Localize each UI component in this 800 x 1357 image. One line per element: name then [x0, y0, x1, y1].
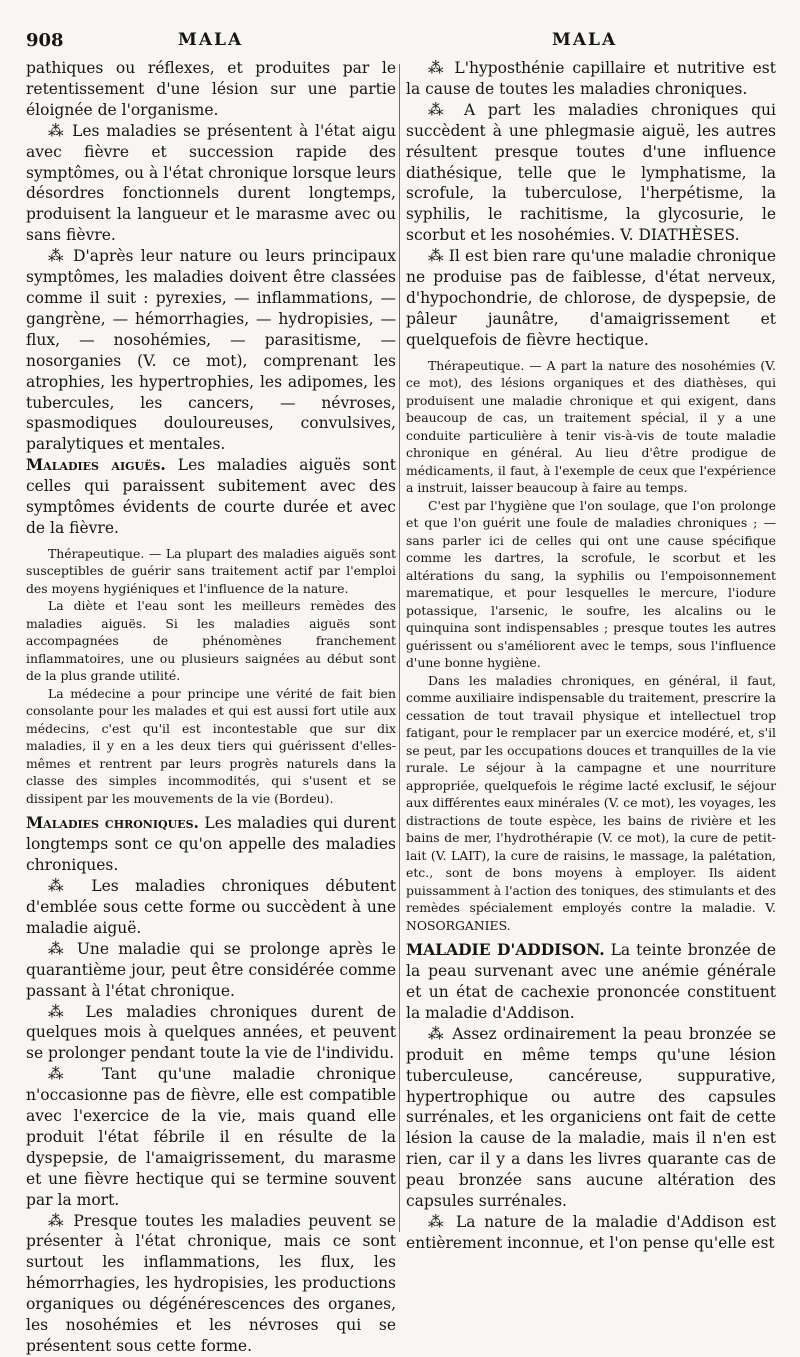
entry-heading: Maladies chroniques. — [26, 813, 199, 833]
entry-heading: MALADIE D'ADDISON. — [406, 940, 605, 960]
paragraph-text: ⁂ L'hyposthénie capillaire et nutritive est la cause de toutes les maladies chroniques. — [406, 59, 776, 98]
paragraph-text: ⁂ Tant qu'une maladie chronique n'occasionne pas de fièvre, elle est compatible avec l'exercice de la vie, mais quand elle produit l'état fébrile il en résulte de la dyspepsie, de l'amaigrissement, du marasme et une fièvre hectique qui se termine souvent par la mort. — [26, 1065, 396, 1209]
paragraph-text: La teinte bronzée de la peau survenant avec une anémie générale et un état de cachexie prononcée constituent la maladie d'Addison. — [406, 941, 776, 1022]
paragraph — [406, 357, 776, 497]
paragraph-text: ⁂ D'après leur nature ou leurs principaux symptômes, les maladies doivent être classées comme il suit : pyrexies, — inflammations, — gangrène, — hémorrhagies, — hydropisies, — flux, — nosohémies, — parasitisme, — nosorganies (V. ce mot), comprenant les atrophies, les hypertrophies, les adipomes, les tubercules, les cancers, — névroses, spasmodiques douloureuses, convulsives, paralytiques et mentales. — [26, 247, 396, 454]
paragraph — [406, 1024, 776, 1212]
paragraph-text: ⁂ Il est bien rare qu'une maladie chronique ne produise pas de faiblesse, d'état nerveux, d'hypochondrie, de chlorose, de dyspepsie, de pâleur jaunâtre, d'amaigrissement et quelquefois de fièvre hectique. — [406, 247, 776, 349]
paragraph — [26, 545, 396, 598]
paragraph — [26, 246, 396, 455]
paragraph — [26, 813, 396, 876]
paragraph — [406, 1212, 776, 1254]
paragraph — [26, 455, 396, 539]
paragraph-text: pathiques ou réflexes, et produites par le retentissement d'une lésion sur une partie éloignée de l'organisme. — [26, 59, 396, 119]
paragraph-text: Les maladies qui durent longtemps sont ce qu'on appelle des maladies chroniques. — [26, 814, 396, 875]
paragraph — [26, 1002, 396, 1065]
paragraph — [406, 497, 776, 672]
paragraph-text: Les maladies aiguës sont celles qui paraissent subitement avec des symptômes évidents de courte durée et avec de la fièvre. — [26, 456, 396, 537]
paragraph — [26, 685, 396, 808]
paragraph — [406, 940, 776, 1024]
running-head-right: MALA — [552, 30, 618, 50]
paragraph — [406, 246, 776, 351]
paragraph-text: ⁂ Assez ordinairement la peau bronzée se produit en même temps qu'une lésion tuberculeuse, cancéreuse, suppurative, hypertrophique ou autre des capsules surrénales, et les organiciens ont fait de cette lésion la cause de la maladie, mais il n'en est rien, car il y a dans les livres quarante cas de peau bronzée sans aucune altération des capsules surrénales. — [406, 1024, 776, 1211]
paragraph-text: ⁂ Une maladie qui se prolonge après le quarantième jour, peut être considérée comme passant à l'état chronique. — [26, 939, 396, 1000]
paragraph-text: ⁂ Les maladies chroniques durent de quelques mois à quelques années, et peuvent se prolonger pendant toute la vie de l'individu. — [26, 1002, 396, 1063]
paragraph — [26, 597, 396, 685]
page-number: 908 — [26, 30, 64, 51]
paragraph-text: La médecine a pour principe une vérité de fait bien consolante pour les malades et qui est aussi fort utile aux médecins, c'est qu'il est incontestable que sur dix maladies, il y en a les deux tiers qui guérissent d'elles-mêmes et rentrent par leurs progrès naturels dans la classe des simples incommodités, qui s'usent et se dissipent par les mouvements de la vie (Bordeu). — [26, 685, 396, 806]
paragraph-text: ⁂ A part les maladies chroniques qui succèdent à une phlegmasie aiguë, les autres résultent presque toutes d'une influence diathésique, telle que le lymphatisme, la scrofule, la tuberculose, l'herpétisme, la syphilis, le rachitisme, la glycosurie, le scorbut et les nosohémies. V. DIATHÈSES. — [406, 100, 776, 245]
entry-heading: Maladies aiguës. — [26, 455, 166, 475]
paragraph-text: ⁂ La nature de la maladie d'Addison est entièrement inconnue, et l'on pense qu'elle est — [406, 1212, 776, 1252]
page-header — [0, 0, 800, 58]
paragraph — [406, 58, 776, 100]
paragraph-text: ⁂ Les maladies chroniques débutent d'emblée sous cette forme ou succèdent à une maladie aiguë. — [26, 877, 396, 937]
paragraph-text: La diète et l'eau sont les meilleurs remèdes des maladies aiguës. Si les maladies aiguës sont accompagnées de phénomènes franchement inflammatoires, une ou plusieurs saignées au début sont de la plus grande utilité. — [26, 598, 396, 684]
paragraph-text: Thérapeutique. — La plupart des maladies aiguës sont susceptibles de guérir sans traitement actif par l'emploi des moyens hygiéniques et l'influence de la nature. — [26, 545, 396, 596]
column-divider — [399, 64, 400, 1232]
left-column — [26, 58, 396, 1355]
paragraph — [26, 1064, 396, 1210]
paragraph-text: C'est par l'hygiène que l'on soulage, que l'on prolonge et que l'on guérit une foule de maladies chroniques ; — sans parler ici de celles qui ont une cause spécifique comme les dartres, la scrofule, le scorbut et les altérations du sang, la syphilis ou l'empoisonnement marematique, et pour lesquelles le mercure, l'iodure potassique, l'arsenic, le soufre, les alcalins ou le quinquina sont indispensables ; presque toutes les autres guérissent ou s'améliorent avec le temps, sous l'influence d'une bonne hygiène. — [406, 497, 776, 671]
paragraph-text: Thérapeutique. — A part la nature des nosohémies (V. ce mot), des lésions organiques et des diathèses, qui produisent une maladie chronique et qui exigent, dans beaucoup de cas, un traitement spécial, il y a une conduite particulière à tenir vis-à-vis de toute maladie chronique en général. Au lieu d'être prodigue de médicaments, il faut, à l'exemple de ceux que l'expérience a instruit, laisser beaucoup à faire au temps. — [406, 357, 776, 496]
paragraph — [406, 100, 776, 246]
paragraph — [26, 876, 396, 939]
paragraph — [26, 58, 396, 121]
paragraph — [406, 672, 776, 935]
paragraph — [26, 121, 396, 246]
paragraph-text: Dans les maladies chroniques, en général, il faut, comme auxiliaire indispensable du traitement, prescrire la cessation de tout travail physique et intellectuel trop fatigant, pour le remplacer par un exercice modéré, et, s'il se peut, par les occupations douces et tranquilles de la vie rurale. Le séjour à la campagne et une nourriture appropriée, quelquefois le régime lacté exclusif, le séjour aux différentes eaux minérales (V. ce mot), les voyages, les distractions de toute espèce, les bains de rivière et les bains de mer, l'hydrothérapie (V. ce mot), la cure de petit-lait (V. LAIT), la cure de raisins, le massage, la palétation, etc., sont de bons moyens à employer. Ils aident puissamment à l'action des toniques, des stimulants et des remèdes spécialement employés contre la maladie. V. NOSORGANIES. — [406, 672, 776, 933]
right-column — [406, 58, 776, 1263]
running-head-left: MALA — [178, 30, 244, 50]
paragraph — [26, 939, 396, 1002]
paragraph — [26, 1211, 396, 1357]
paragraph-text: ⁂ Presque toutes les maladies peuvent se présenter à l'état chronique, mais ce sont surtout les inflammations, les flux, les hémorrhagies, les hydropisies, les productions organiques ou dégénérescences des organes, les nosohémies et les névroses qui se présentent sous cette forme. — [26, 1211, 396, 1355]
paragraph-text: ⁂ Les maladies se présentent à l'état aigu avec fièvre et succession rapide des symptômes, ou à l'état chronique lorsque leurs désordres fonctionnels durent longtemps, produisent la langueur et le marasme avec ou sans fièvre. — [26, 121, 396, 245]
